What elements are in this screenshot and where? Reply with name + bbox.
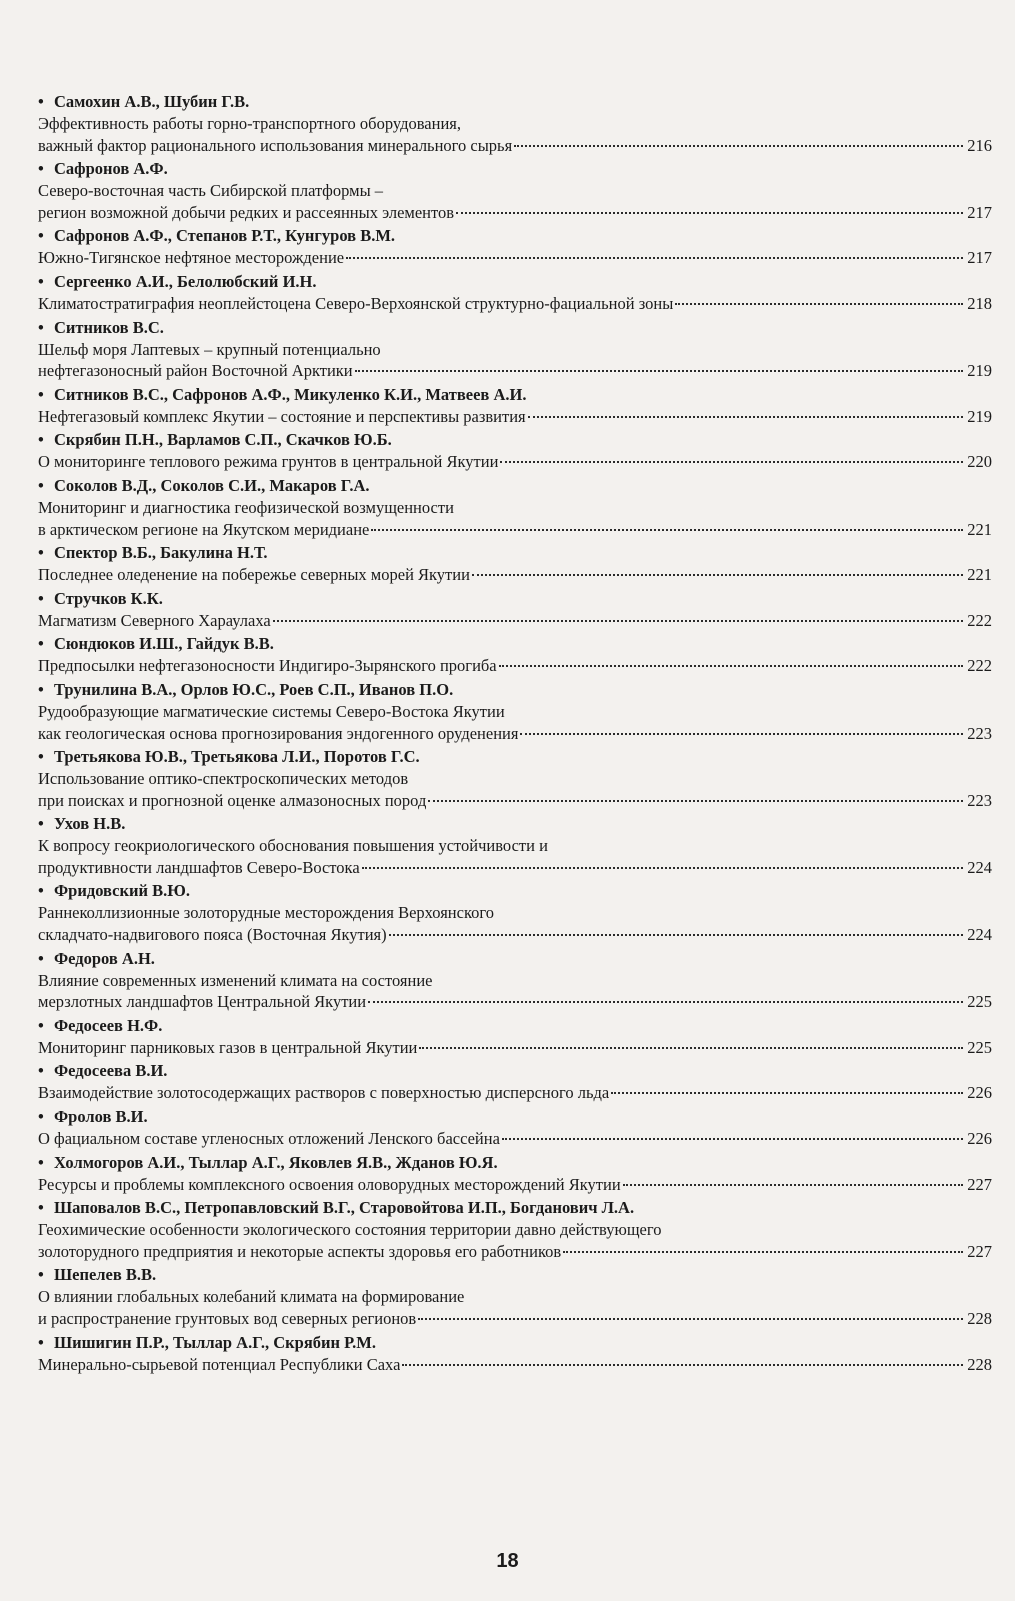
toc-entry	[38, 588, 992, 632]
dot-leader	[418, 1318, 963, 1320]
entry-page-number: 221	[967, 565, 992, 585]
entry-authors	[38, 271, 992, 293]
entry-title-final-line	[38, 723, 992, 745]
authors-text: Шепелев В.В.	[54, 1265, 157, 1285]
bullet-icon: •	[38, 1152, 44, 1172]
toc-entry	[38, 429, 992, 473]
entry-page-number: 223	[967, 790, 992, 810]
entry-authors	[38, 384, 992, 406]
page-number: 18	[496, 1550, 519, 1572]
entry-title-final-line	[38, 1128, 992, 1150]
entry-title-final-line	[38, 135, 992, 157]
toc-entry	[38, 1264, 992, 1329]
bullet-icon: •	[38, 948, 44, 968]
toc-entry	[38, 633, 992, 677]
bullet-icon: •	[38, 1198, 44, 1218]
authors-text: Третьякова Ю.В., Третьякова Л.И., Поротов Г.С.	[54, 747, 420, 767]
entry-title-line: О влиянии глобальных колебаний климата на формирование	[38, 1287, 465, 1307]
dot-leader	[520, 733, 963, 735]
entry-title-final-line	[38, 610, 992, 632]
entry-page-number: 226	[967, 1083, 992, 1103]
bullet-icon: •	[38, 92, 44, 111]
entry-authors	[38, 475, 992, 497]
entry-title-text: мерзлотных ландшафтов Центральной Якутии	[38, 992, 367, 1012]
bullet-icon: •	[38, 881, 44, 901]
entry-title-text: О фациальном составе угленосных отложений Ленского бассейна	[38, 1129, 500, 1149]
entry-page-number: 228	[967, 1309, 992, 1328]
toc-entry	[38, 746, 992, 811]
authors-text: Фридовский В.Ю.	[54, 881, 190, 901]
dot-leader	[428, 800, 963, 802]
entry-title-final-line	[38, 1354, 992, 1376]
entry-page-number: 216	[967, 135, 992, 155]
toc-entry	[38, 880, 992, 945]
dot-leader	[355, 370, 964, 372]
authors-text: Федосеева В.И.	[54, 1061, 168, 1081]
entry-title-text: Южно-Тигянское нефтяное месторождение	[38, 248, 345, 268]
entry-authors	[38, 1152, 992, 1174]
dot-leader	[456, 212, 963, 214]
entry-authors	[38, 880, 992, 902]
entry-title-line: Рудообразующие магматические системы Северо-Востока Якутии	[38, 701, 505, 721]
toc-entry	[38, 679, 992, 744]
authors-text: Ситников В.С., Сафронов А.Ф., Микуленко К.И., Матвеев А.И.	[54, 384, 527, 404]
authors-text: Федосеев Н.Ф.	[54, 1015, 163, 1035]
toc-entry	[38, 1332, 992, 1376]
entry-authors	[38, 1106, 992, 1128]
toc-entry	[38, 813, 992, 878]
entry-title-line: Влияние современных изменений климата на состояние	[38, 970, 433, 990]
dot-leader	[623, 1184, 964, 1186]
entry-page-number: 227	[967, 1241, 992, 1261]
dot-leader	[472, 574, 963, 576]
bullet-icon: •	[38, 1107, 44, 1127]
entry-title-final-line	[38, 360, 992, 382]
authors-text: Трунилина В.А., Орлов Ю.С., Роев С.П., Иванов П.О.	[54, 679, 454, 699]
entry-authors	[38, 225, 992, 247]
authors-text: Шишигин П.Р., Тыллар А.Г., Скрябин Р.М.	[54, 1332, 376, 1352]
entry-title-final-line	[38, 991, 992, 1013]
authors-text: Самохин А.В., Шубин Г.В.	[54, 92, 250, 111]
entry-title-line: Эффективность работы горно-транспортного оборудования,	[38, 114, 461, 133]
entry-title-final-line	[38, 202, 992, 224]
toc-entry	[38, 317, 992, 382]
entry-authors	[38, 1332, 992, 1354]
entry-page-number: 222	[967, 656, 992, 676]
dot-leader	[389, 934, 964, 936]
authors-text: Стручков К.К.	[54, 588, 163, 608]
toc-entry	[38, 1197, 992, 1262]
entry-title-line: Северо-восточная часть Сибирской платформы –	[38, 181, 384, 201]
toc-entry	[38, 271, 992, 315]
entry-title-final-line	[38, 857, 992, 879]
entry-title-final-line	[38, 655, 992, 677]
dot-leader	[419, 1047, 963, 1049]
entry-title-final-line	[38, 1037, 992, 1059]
entry-title-final-line	[38, 1082, 992, 1104]
bullet-icon: •	[38, 1015, 44, 1035]
dot-leader	[563, 1251, 963, 1253]
entry-title-final-line	[38, 247, 992, 269]
authors-text: Сергеенко А.И., Белолюбский И.Н.	[54, 271, 317, 291]
entry-title-text: Мониторинг парниковых газов в центральной Якутии	[38, 1037, 418, 1057]
entry-page-number: 222	[967, 610, 992, 630]
authors-text: Сюндюков И.Ш., Гайдук В.В.	[54, 634, 274, 654]
bullet-icon: •	[38, 747, 44, 767]
entry-title-final-line	[38, 293, 992, 315]
authors-text: Спектор В.Б., Бакулина Н.Т.	[54, 543, 268, 563]
authors-text: Фролов В.И.	[54, 1107, 148, 1127]
toc-entry	[38, 542, 992, 586]
bullet-icon: •	[38, 317, 44, 337]
dot-leader	[371, 529, 963, 531]
entry-title-text: Минерально-сырьевой потенциал Республики Саха	[38, 1354, 401, 1374]
bullet-icon: •	[38, 226, 44, 246]
entry-title-text: Ресурсы и проблемы комплексного освоения оловорудных месторождений Якутии	[38, 1174, 621, 1194]
authors-text: Скрябин П.Н., Варламов С.П., Скачков Ю.Б.	[54, 430, 392, 450]
toc-entry	[38, 1060, 992, 1104]
entry-authors	[38, 1060, 992, 1082]
entry-title-text: О мониторинге теплового режима грунтов в центральной Якутии	[38, 452, 499, 472]
entry-page-number: 219	[967, 406, 992, 426]
bullet-icon: •	[38, 679, 44, 699]
bullet-icon: •	[38, 475, 44, 495]
toc-entry	[38, 948, 992, 1013]
entry-title-text: нефтегазоносный район Восточной Арктики	[38, 361, 353, 381]
entry-page-number: 218	[967, 293, 992, 313]
toc-entry	[38, 384, 992, 428]
authors-text: Ухов Н.В.	[54, 814, 126, 834]
entry-title-final-line	[38, 1174, 992, 1196]
authors-text: Сафронов А.Ф., Степанов Р.Т., Кунгуров В.М.	[54, 226, 396, 246]
toc-entry	[38, 1106, 992, 1150]
entry-title-final-line	[38, 406, 992, 428]
entry-authors	[38, 429, 992, 451]
bullet-icon: •	[38, 814, 44, 834]
authors-text: Шаповалов В.С., Петропавловский В.Г., Старовойтова И.П., Богданович Л.А.	[54, 1198, 635, 1218]
dot-leader	[346, 257, 963, 259]
entry-page-number: 219	[967, 361, 992, 381]
dot-leader	[611, 1092, 963, 1094]
entry-title-text: в арктическом регионе на Якутском меридиане	[38, 519, 370, 539]
bullet-icon: •	[38, 1332, 44, 1352]
bullet-icon: •	[38, 384, 44, 404]
toc-entry	[38, 1015, 992, 1059]
entry-title-text: золоторудного предприятия и некоторые аспекты здоровья его работников	[38, 1241, 562, 1261]
entry-authors	[38, 542, 992, 564]
entry-title-final-line	[38, 1241, 992, 1263]
dot-leader	[402, 1364, 963, 1366]
entry-authors	[38, 679, 992, 701]
entry-title-line: К вопросу геокриологического обоснования повышения устойчивости и	[38, 836, 548, 856]
authors-text: Соколов В.Д., Соколов С.И., Макаров Г.А.	[54, 475, 370, 495]
entry-title-text: Магматизм Северного Хараулаха	[38, 610, 271, 630]
entry-authors	[38, 158, 992, 180]
entry-page-number: 220	[967, 452, 992, 472]
bullet-icon: •	[38, 588, 44, 608]
bullet-icon: •	[38, 1061, 44, 1081]
entry-title-line: Мониторинг и диагностика геофизической возмущенности	[38, 497, 454, 517]
entry-authors	[38, 948, 992, 970]
dot-leader	[362, 867, 964, 869]
entry-title-text: как геологическая основа прогнозирования эндогенного оруденения	[38, 723, 519, 743]
entry-title-text: продуктивности ландшафтов Северо-Востока	[38, 857, 360, 877]
toc-entry	[38, 225, 992, 269]
entry-title-final-line	[38, 790, 992, 812]
bullet-icon: •	[38, 159, 44, 179]
entry-authors	[38, 91, 992, 113]
dot-leader	[675, 303, 963, 305]
dot-leader	[514, 145, 963, 147]
entry-authors	[38, 588, 992, 610]
entry-title-final-line	[38, 519, 992, 541]
entry-authors	[38, 633, 992, 655]
entry-authors	[38, 1015, 992, 1037]
toc-entry	[38, 1152, 992, 1196]
dot-leader	[500, 461, 963, 463]
entry-title-text: Взаимодействие золотосодержащих растворов с поверхностью дисперсного льда	[38, 1083, 610, 1103]
toc-entry	[38, 158, 992, 223]
entry-title-line: Использование оптико-спектроскопических методов	[38, 769, 409, 789]
dot-leader	[502, 1138, 963, 1140]
entry-title-text: Предпосылки нефтегазоносности Индигиро-Зырянского прогиба	[38, 656, 497, 676]
entry-title-final-line	[38, 924, 992, 946]
entry-title-final-line	[38, 1308, 992, 1330]
entry-title-line: Геохимические особенности экологического состояния территории давно действующего	[38, 1220, 662, 1240]
entry-page-number: 217	[967, 248, 992, 268]
bullet-icon: •	[38, 271, 44, 291]
entry-authors	[38, 746, 992, 768]
toc-entry	[38, 475, 992, 540]
entry-authors	[38, 813, 992, 835]
authors-text: Ситников В.С.	[54, 317, 164, 337]
dot-leader	[368, 1001, 963, 1003]
entry-title-text: и распространение грунтовых вод северных регионов	[38, 1309, 417, 1328]
entry-authors	[38, 1197, 992, 1219]
entry-title-text: при поисках и прогнозной оценке алмазоносных пород	[38, 790, 427, 810]
bullet-icon: •	[38, 543, 44, 563]
entry-authors	[38, 317, 992, 339]
entry-page-number: 228	[967, 1354, 992, 1374]
authors-text: Сафронов А.Ф.	[54, 159, 168, 179]
entry-page-number: 226	[967, 1129, 992, 1149]
entry-title-text: Последнее оледенение на побережье северных морей Якутии	[38, 565, 470, 585]
entry-page-number: 224	[967, 857, 992, 877]
authors-text: Холмогоров А.И., Тыллар А.Г., Яковлев Я.В., Жданов Ю.Я.	[54, 1152, 498, 1172]
toc-entry	[38, 91, 992, 156]
entry-page-number: 217	[967, 202, 992, 222]
authors-text: Федоров А.Н.	[54, 948, 155, 968]
entry-page-number: 221	[967, 519, 992, 539]
entry-title-line: Шельф моря Лаптевых – крупный потенциально	[38, 339, 381, 359]
entry-title-text: важный фактор рационального использования минерального сырья	[38, 135, 513, 155]
entry-page-number: 225	[967, 992, 992, 1012]
entry-page-number: 225	[967, 1037, 992, 1057]
table-of-contents	[38, 91, 992, 1377]
entry-title-final-line	[38, 564, 992, 586]
entry-title-text: Климатостратиграфия неоплейстоцена Северо-Верхоянской структурно-фациальной зоны	[38, 293, 674, 313]
entry-authors	[38, 1264, 992, 1286]
bullet-icon: •	[38, 1265, 44, 1285]
entry-page-number: 224	[967, 925, 992, 945]
entry-page-number: 227	[967, 1174, 992, 1194]
entry-title-text: складчато-надвигового пояса (Восточная Якутия)	[38, 925, 387, 945]
dot-leader	[528, 416, 964, 418]
entry-title-final-line	[38, 451, 992, 473]
entry-page-number: 223	[967, 723, 992, 743]
bullet-icon: •	[38, 430, 44, 450]
bullet-icon: •	[38, 634, 44, 654]
entry-title-text: регион возможной добычи редких и рассеянных элементов	[38, 202, 455, 222]
entry-title-line: Раннеколлизионные золоторудные месторождения Верхоянского	[38, 903, 494, 923]
dot-leader	[499, 665, 964, 667]
entry-title-text: Нефтегазовый комплекс Якутии – состояние и перспективы развития	[38, 406, 526, 426]
dot-leader	[273, 620, 964, 622]
